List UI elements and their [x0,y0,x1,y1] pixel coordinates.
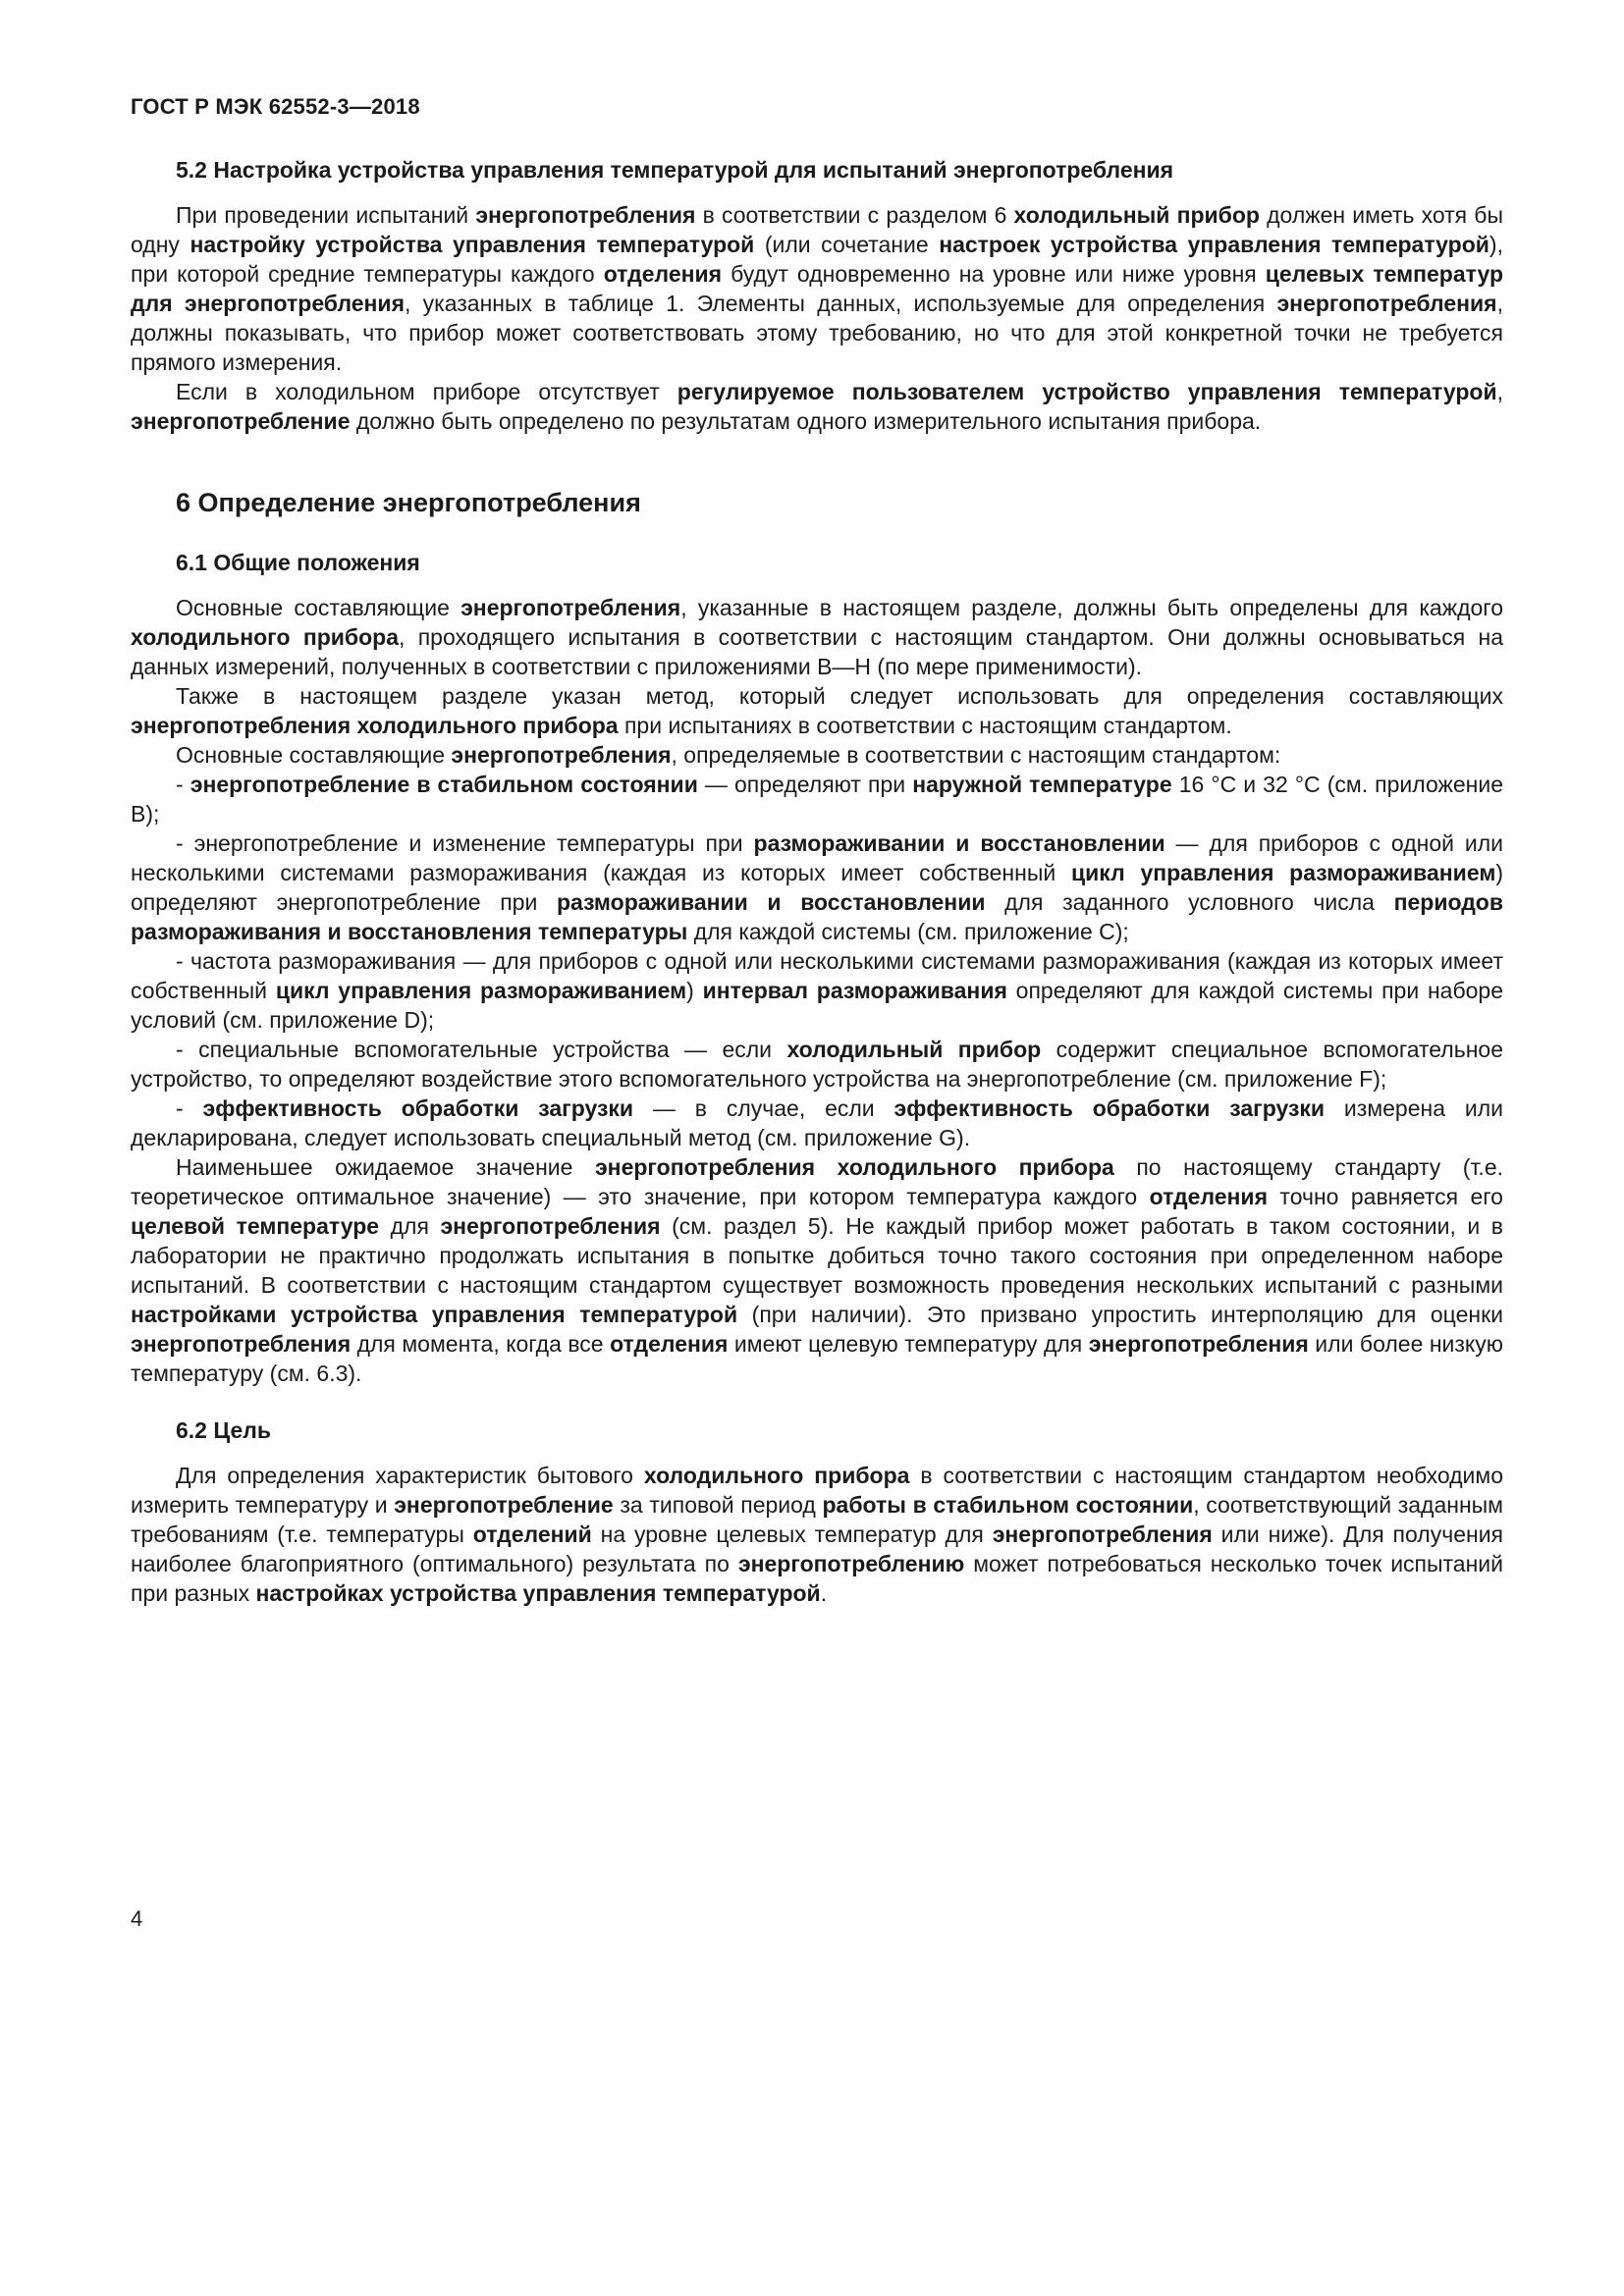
text-run: ) [686,978,703,1003]
bold-text-run: энергопотребление [394,1492,614,1518]
text-run: Наименьшее ожидаемое значение [176,1154,595,1180]
bold-text-run: отделения [610,1331,729,1357]
bold-text-run: энергопотребления [475,202,696,228]
text-run: - энергопотребление и изменение температуры при [176,830,754,856]
text-run: будут одновременно на уровне или ниже уровня [722,261,1266,287]
bold-text-run: холодильного прибора [131,624,400,650]
text-run: для заданного условного числа [985,889,1394,915]
text-run: , определяемые в соответствии с настоящим стандартом: [671,742,1281,768]
bold-text-run: периодов размораживания и восстановления температуры [131,889,1503,944]
text-run: при испытаниях в соответствии с настоящим стандартом. [618,713,1232,738]
text-run: , соответствующий заданным требованиям (т.е. температуры [131,1492,1503,1547]
text-run: в соответствии с разделом 6 [695,202,1014,228]
bold-text-run: холодильный прибор [1013,202,1260,228]
text-run: , [1496,379,1504,404]
list-item [131,1094,1503,1152]
text-run: - [176,772,190,797]
bold-text-run: целевой температуре [131,1213,380,1239]
text-run: Если в холодильном приборе отсутствует [176,379,677,404]
text-run: Основные составляющие [176,742,452,768]
text-run: должно быть определено по результатам одного измерительного испытания прибора. [350,408,1262,434]
text-run: в соответствии с настоящим стандартом необходимо измерить температуру и [131,1463,1503,1518]
bold-text-run: энергопотребления [1088,1331,1309,1357]
paragraph [131,740,1503,770]
text-run: имеют целевую температуру для [728,1331,1089,1357]
paragraph [131,593,1503,681]
text-run: Для определения характеристик бытового [176,1463,644,1488]
text-run: — в случае, если [633,1095,894,1121]
bold-text-run: работы в стабильном состоянии [822,1492,1194,1518]
bold-text-run: цикл управления размораживанием [1071,860,1496,885]
text-run: точно равняется его [1268,1184,1503,1209]
bold-text-run: энергопотребления [451,742,672,768]
bold-text-run: эффективность обработки загрузки [893,1095,1326,1121]
text-run: по настоящему стандарту (т.е. теоретическое оптимальное значение) — это значение, при котором температура каждого [131,1154,1504,1209]
text-run: для каждой системы (см. приложение C); [687,919,1129,944]
page-number: 4 [131,1906,143,1931]
list-item [131,828,1503,946]
text-run: должен иметь хотя бы одну [131,202,1503,257]
bold-text-run: настроек устройства управления температурой [939,232,1489,257]
paragraph [131,200,1503,377]
bold-text-run: 5.2 Настройка устройства управления температурой для испытаний энергопотребления [176,157,1174,183]
running-header: ГОСТ Р МЭК 62552-3—2018 [131,94,420,119]
bold-text-run: энергопотребления [440,1213,661,1239]
bold-text-run: отделения [1149,1184,1268,1209]
text-run: - [176,1095,203,1121]
section-6-heading [131,485,1503,520]
paragraph [131,1461,1503,1608]
text-run: на уровне целевых температур для [591,1522,993,1547]
bold-text-run: отделения [603,261,723,287]
text-run: может потребоваться несколько точек испытаний при разных [131,1551,1503,1606]
bold-text-run: отделений [472,1522,592,1547]
section-5-2-heading [131,155,1503,185]
text-run: - специальные вспомогательные устройства — если [176,1037,787,1062]
bold-text-run: эффективность обработки загрузки [202,1095,634,1121]
document-body [131,147,1503,1608]
text-run: — определяют при [697,772,913,797]
text-run: — для приборов с одной или несколькими системами размораживания (каждая из которых имеет собственный [131,830,1503,885]
bold-text-run: целевых температур для энергопотребления [131,261,1503,316]
bold-text-run: энергопотребления [460,595,681,620]
section-6-2-heading [131,1415,1503,1445]
bold-text-run: наружной температуре [912,772,1172,797]
bold-text-run: размораживании и восстановлении [556,889,986,915]
bold-text-run: энергопотребления [131,1331,352,1357]
bold-text-run: 6.1 Общие положения [176,550,420,575]
text-run: , проходящего испытания в соответствии с настоящим стандартом. Они должны основываться на данных измерений, полученных в соответствии с приложениями B—H (по мере применимости). [131,624,1503,679]
text-run: ) определяют энергопотребление при [131,860,1503,915]
text-run: , должны показывать, что прибор может соответствовать этому требованию, но что для этой конкретной точки не требуется прямого измерения. [131,291,1503,375]
paragraph [131,681,1503,740]
bold-text-run: энергопотребления [1276,291,1497,316]
bold-text-run: холодильного прибора [643,1463,910,1488]
bold-text-run: энергопотребления [992,1522,1213,1547]
text-run: (см. раздел 5). Не каждый прибор может работать в таком состоянии, и в лаборатории не практично продолжать испытания в попытке добиться точно такого состояния при определенном наборе испытаний. В соответствии с настоящим стандартом существует возможность проведения нескольких испытаний с разными [131,1213,1504,1298]
text-run: (или сочетание [754,232,940,257]
text-run: для момента, когда все [351,1331,611,1357]
bold-text-run: 6 Определение энергопотребления [176,488,641,517]
text-run: При проведении испытаний [176,202,476,228]
text-run: или ниже). Для получения наиболее благоприятного (оптимального) результата по [131,1522,1503,1576]
list-item [131,1035,1503,1094]
text-run: или более низкую температуру (см. 6.3). [131,1331,1503,1386]
text-run: . [820,1580,828,1606]
text-run: для [379,1213,441,1239]
text-run: определяют для каждой системы при наборе условий (см. приложение D); [131,978,1503,1033]
bold-text-run: настройками устройства управления температурой [131,1302,738,1327]
paragraph [131,377,1503,436]
list-item [131,946,1503,1035]
bold-text-run: энергопотребления холодильного прибора [594,1154,1114,1180]
list-item [131,770,1503,828]
text-run: , указанных в таблице 1. Элементы данных, используемые для определения [405,291,1277,316]
section-6-1-heading [131,548,1503,577]
text-run: , указанные в настоящем разделе, должны быть определены для каждого [680,595,1503,620]
text-run: содержит специальное вспомогательное устройство, то определяют воздействие этого вспомогательного устройства на энергопотребление (см. приложение F); [131,1037,1503,1092]
bold-text-run: регулируемое пользователем устройство управления температурой [677,379,1497,404]
text-run: (при наличии). Это призвано упростить интерполяцию для оценки [737,1302,1503,1327]
bold-text-run: цикл управления размораживанием [275,978,687,1003]
text-run: - частота размораживания — для приборов с одной или несколькими системами размораживания (каждая из которых имеет собственный [131,948,1503,1003]
text-run: измерена или декларирована, следует использовать специальный метод (см. приложение G). [131,1095,1503,1150]
bold-text-run: энергопотребление в стабильном состоянии [189,772,698,797]
bold-text-run: холодильный прибор [786,1037,1042,1062]
bold-text-run: интервал размораживания [702,978,1007,1003]
bold-text-run: настройках устройства управления температурой [255,1580,821,1606]
text-run: ), при которой средние температуры каждого [131,232,1503,287]
bold-text-run: энергопотребление [131,408,351,434]
bold-text-run: настройку устройства управления температурой [189,232,755,257]
bold-text-run: энергопотребления холодильного прибора [131,713,619,738]
bold-text-run: энергопотреблению [737,1551,965,1576]
bold-text-run: размораживании и восстановлении [753,830,1165,856]
text-run: 16 °C и 32 °C (см. приложение B); [131,772,1503,827]
text-run: за типовой период [613,1492,823,1518]
bold-text-run: 6.2 Цель [176,1417,271,1443]
text-run: Также в настоящем разделе указан метод, который следует использовать для определения составляющих [176,683,1503,709]
text-run: Основные составляющие [176,595,461,620]
paragraph [131,1152,1503,1388]
